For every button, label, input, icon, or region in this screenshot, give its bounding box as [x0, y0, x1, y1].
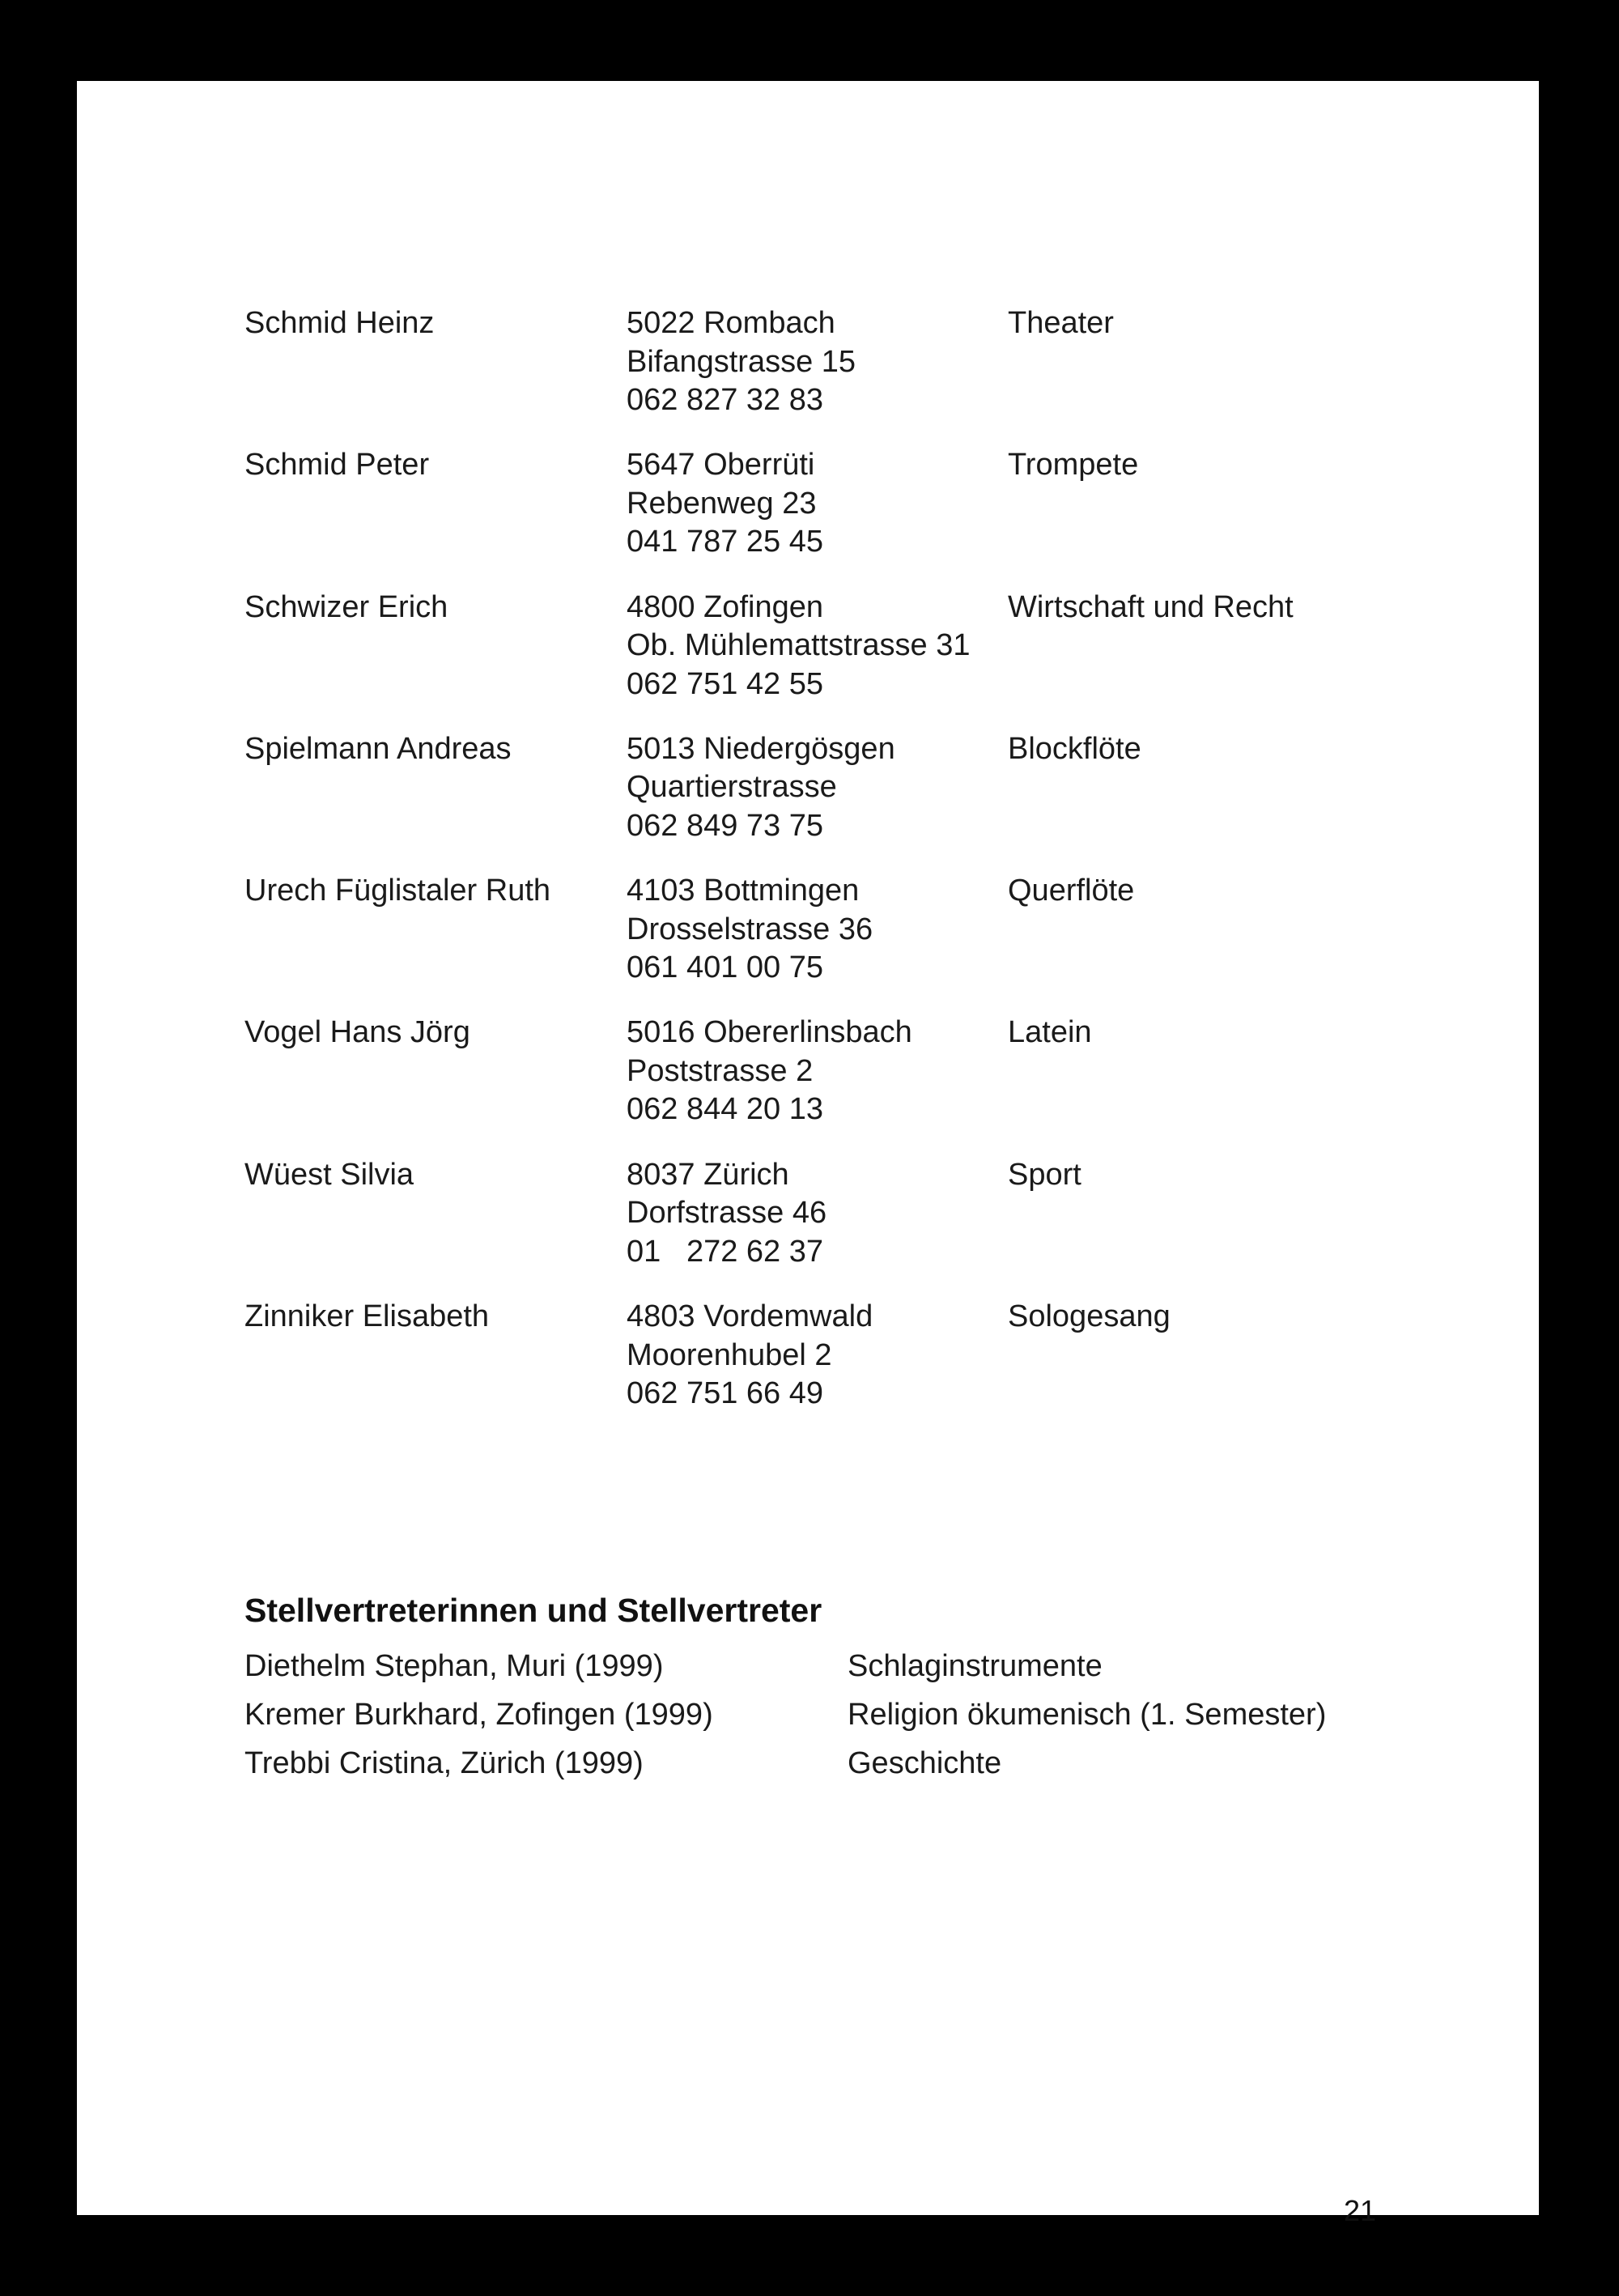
teacher-subject: Blockflöte — [1008, 731, 1141, 766]
teacher-place: 4800 Zofingen — [627, 589, 823, 624]
substitute-row — [244, 1646, 1459, 1694]
page-number: 21 — [1344, 2194, 1377, 2227]
teacher-name: Wüest Silvia — [244, 1157, 414, 1192]
teacher-name: Vogel Hans Jörg — [244, 1015, 470, 1050]
teacher-street: Dorfstrasse 46 — [627, 1196, 827, 1231]
teacher-entry — [244, 1156, 1459, 1298]
teacher-name: Spielmann Andreas — [244, 731, 512, 766]
teacher-place: 8037 Zürich — [627, 1157, 789, 1192]
teacher-subject: Wirtschaft und Recht — [1008, 589, 1294, 624]
teacher-name: Schmid Heinz — [244, 306, 435, 340]
teacher-phone: 061 401 00 75 — [627, 950, 824, 985]
substitute-subject: Schlaginstrumente — [848, 1649, 1103, 1683]
teacher-subject: Sport — [1008, 1157, 1081, 1192]
teacher-place: 5647 Oberrüti — [627, 448, 815, 483]
teacher-phone: 062 751 42 55 — [627, 666, 824, 701]
substitute-subject: Religion ökumenisch (1. Semester) — [848, 1698, 1327, 1732]
teacher-phone: 062 751 66 49 — [627, 1376, 824, 1411]
teacher-entry — [244, 1014, 1459, 1155]
substitute-subject: Geschichte — [848, 1746, 1002, 1780]
teacher-entry — [244, 446, 1459, 588]
teacher-phone: 062 844 20 13 — [627, 1092, 824, 1127]
teacher-entry — [244, 872, 1459, 1014]
teacher-subject: Querflöte — [1008, 874, 1135, 908]
teacher-street: Drosselstrasse 36 — [627, 912, 873, 946]
teacher-address — [627, 872, 873, 988]
substitute-name: Diethelm Stephan, Muri (1999) — [244, 1649, 664, 1683]
teacher-address — [627, 304, 856, 420]
teacher-subject: Latein — [1008, 1015, 1092, 1050]
teacher-phone: 01 272 62 37 — [627, 1234, 823, 1269]
substitutes-heading: Stellvertreterinnen und Stellvertreter — [244, 1592, 822, 1629]
teacher-place: 5013 Niedergösgen — [627, 731, 895, 766]
substitute-name: Kremer Burkhard, Zofingen (1999) — [244, 1698, 713, 1732]
teacher-name: Urech Füglistaler Ruth — [244, 874, 551, 908]
teacher-street: Poststrasse 2 — [627, 1053, 814, 1088]
teacher-list — [244, 304, 1459, 1439]
substitutes-list — [244, 1646, 1459, 1792]
teacher-entry — [244, 1298, 1459, 1439]
teacher-address — [627, 730, 895, 846]
teacher-address — [627, 446, 823, 562]
teacher-address — [627, 1014, 912, 1129]
teacher-street: Bifangstrasse 15 — [627, 344, 856, 379]
teacher-address — [627, 1298, 873, 1414]
teacher-street: Moorenhubel 2 — [627, 1337, 832, 1372]
teacher-name: Zinniker Elisabeth — [244, 1299, 490, 1334]
teacher-place: 4103 Bottmingen — [627, 874, 860, 908]
teacher-subject: Theater — [1008, 306, 1114, 340]
teacher-street: Rebenweg 23 — [627, 486, 817, 521]
teacher-place: 5022 Rombach — [627, 306, 835, 340]
teacher-name: Schmid Peter — [244, 448, 430, 483]
teacher-place: 4803 Vordemwald — [627, 1299, 873, 1334]
teacher-name: Schwizer Erich — [244, 589, 448, 624]
teacher-subject: Sologesang — [1008, 1299, 1171, 1334]
substitute-row — [244, 1694, 1459, 1743]
teacher-address — [627, 589, 971, 704]
teacher-place: 5016 Obererlinsbach — [627, 1015, 912, 1050]
teacher-entry — [244, 730, 1459, 872]
substitute-name: Trebbi Cristina, Zürich (1999) — [244, 1746, 644, 1780]
substitute-row — [244, 1743, 1459, 1792]
teacher-entry — [244, 589, 1459, 730]
teacher-phone: 062 849 73 75 — [627, 808, 824, 843]
teacher-street: Ob. Mühlemattstrasse 31 — [627, 628, 971, 663]
teacher-address — [627, 1156, 826, 1272]
teacher-phone: 062 827 32 83 — [627, 383, 824, 417]
teacher-subject: Trompete — [1008, 448, 1139, 483]
document-page — [77, 81, 1539, 2227]
teacher-street: Quartierstrasse — [627, 770, 837, 805]
teacher-phone: 041 787 25 45 — [627, 525, 824, 559]
teacher-entry — [244, 304, 1459, 446]
